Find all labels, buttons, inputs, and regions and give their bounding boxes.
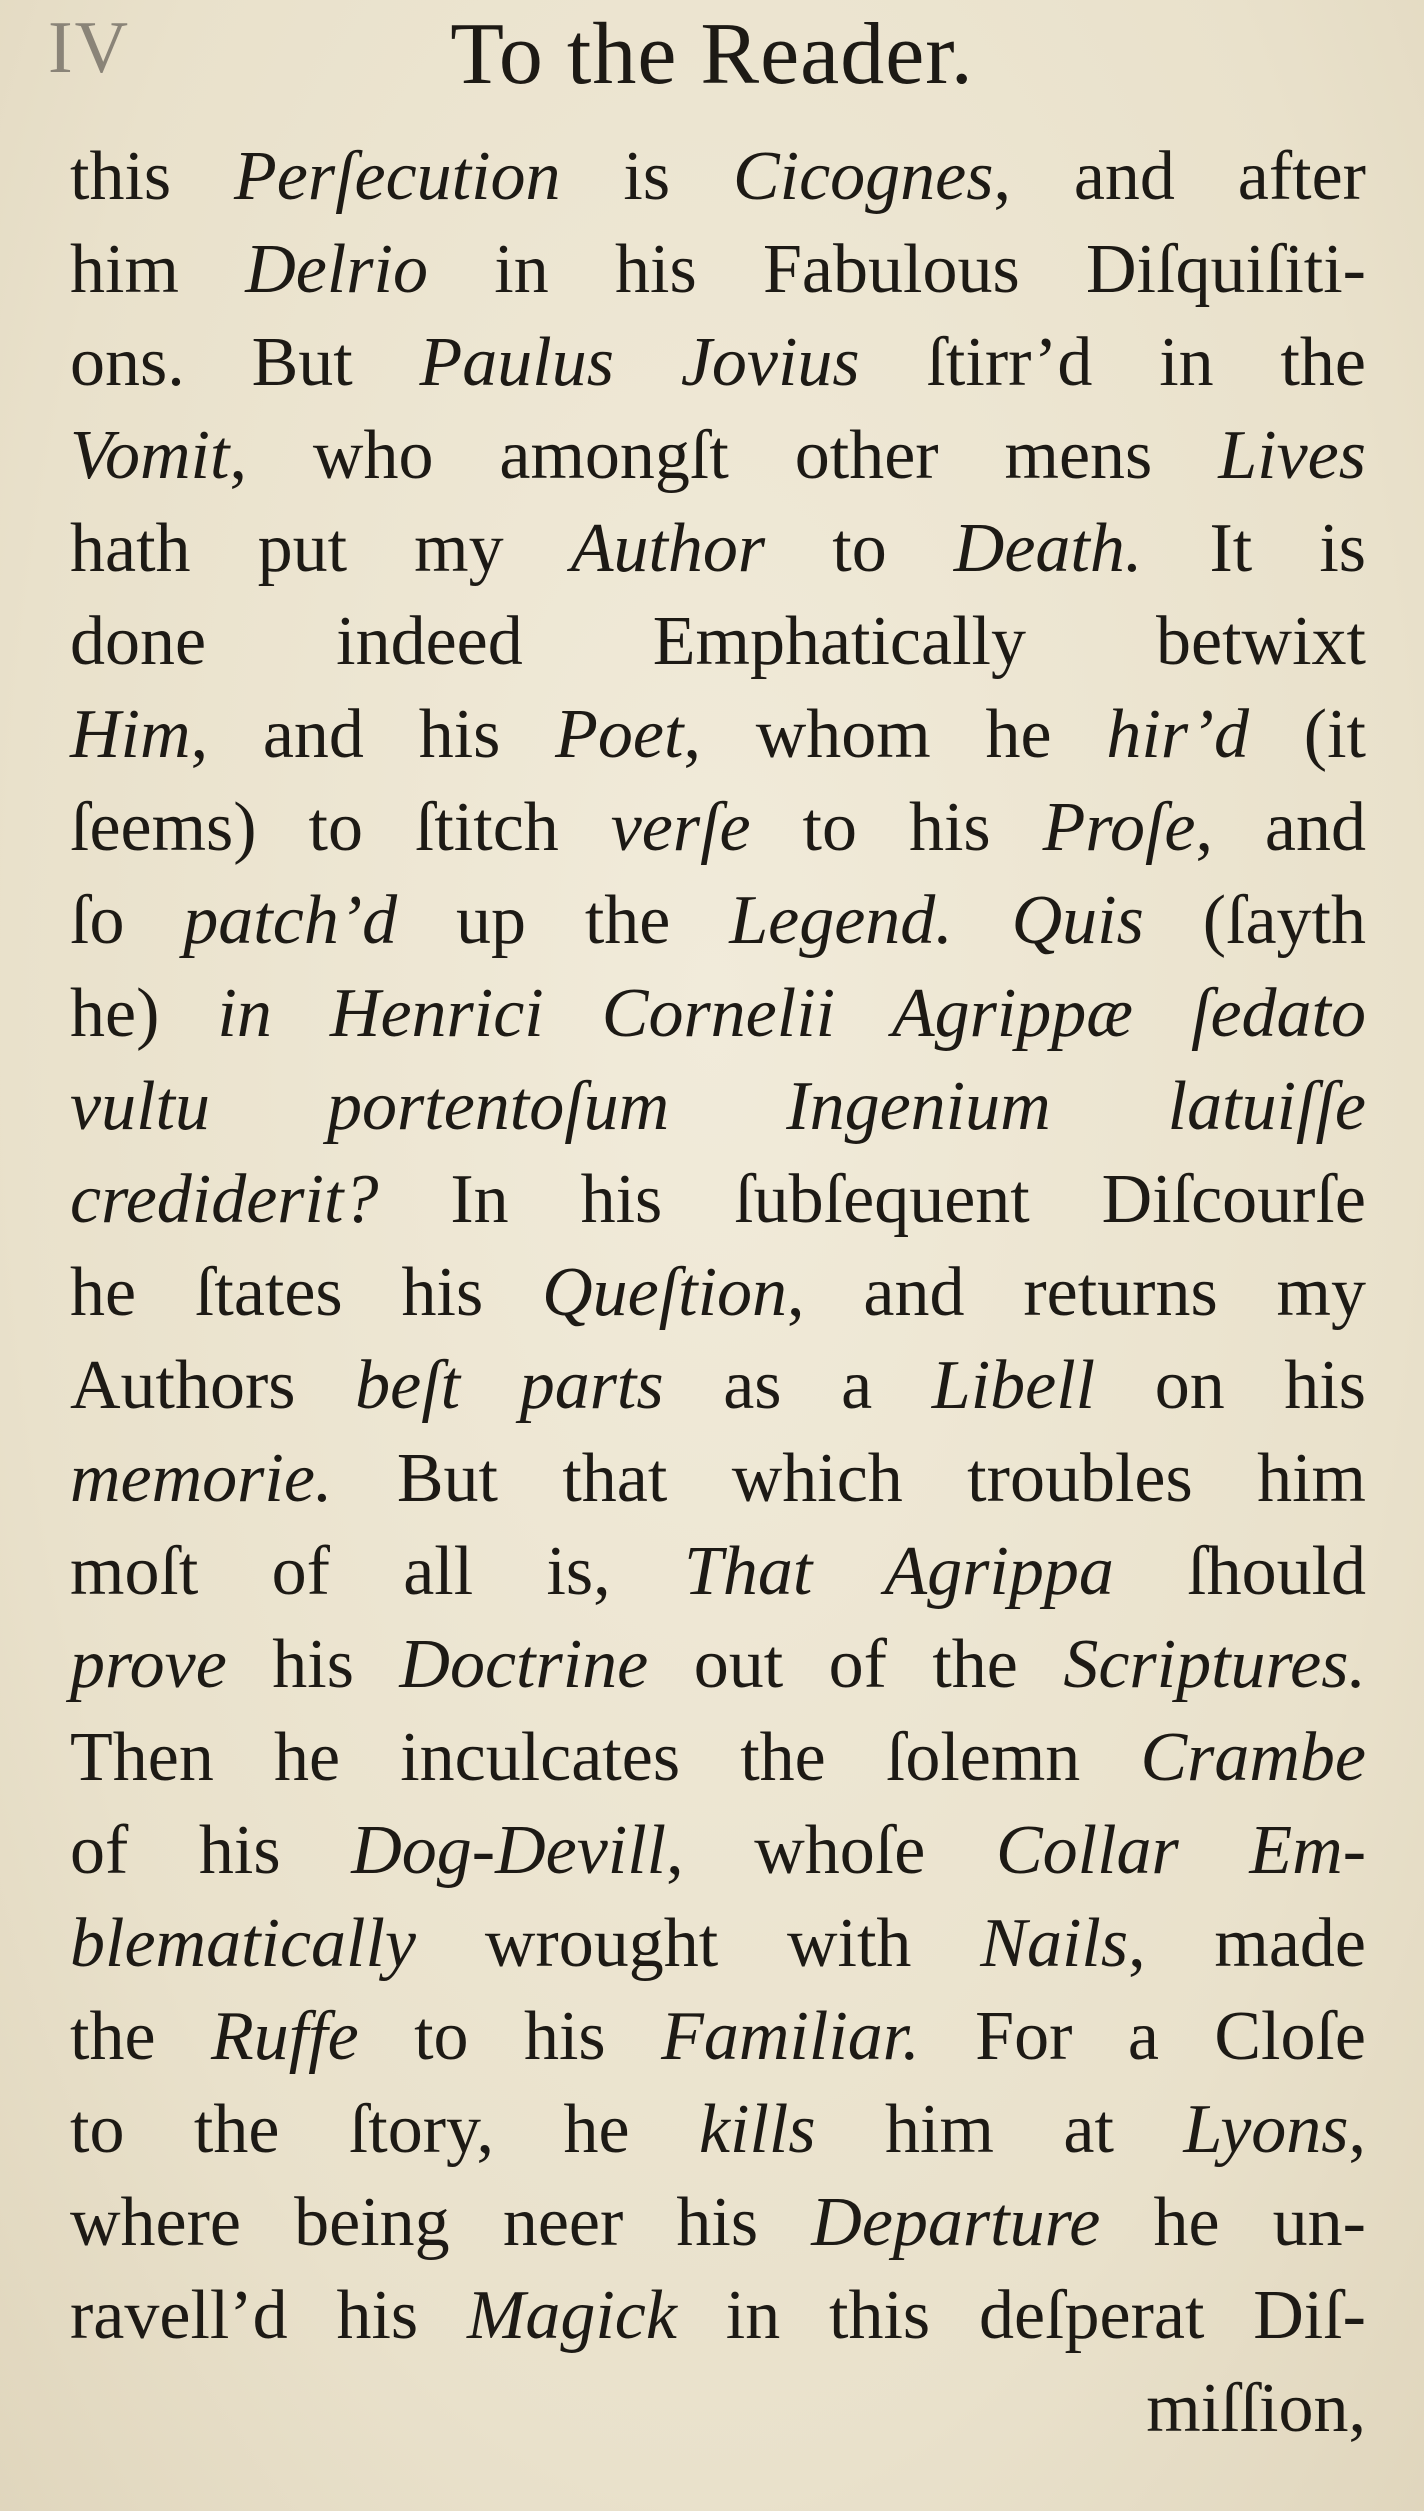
italic-run: Ruffe: [210, 1998, 359, 2075]
roman-run: he ſtates his: [70, 1254, 543, 1331]
text-line: [70, 223, 1366, 316]
roman-run: (it: [1248, 696, 1366, 773]
roman-run: the: [70, 1998, 211, 2075]
roman-run: , and returns my: [787, 1254, 1366, 1331]
roman-run: to his: [750, 789, 1043, 866]
italic-run: Crambe: [1140, 1719, 1366, 1796]
text-line: [70, 1711, 1366, 1804]
roman-run: ſhould: [1113, 1533, 1367, 1610]
text-line: [70, 1153, 1366, 1246]
roman-run: ſeems) to ſtitch: [70, 789, 611, 866]
italic-run: Departure: [811, 2184, 1101, 2261]
roman-run: on his: [1095, 1347, 1366, 1424]
roman-run: But that which troubles him: [332, 1440, 1366, 1517]
body-text: [70, 130, 1366, 2455]
italic-run: Collar Em-: [995, 1812, 1366, 1889]
roman-run: up the: [397, 882, 730, 959]
roman-run: ons. But: [70, 324, 420, 401]
italic-run: Lives: [1218, 417, 1366, 494]
text-line: [70, 967, 1366, 1060]
roman-run: Then he inculcates the ſolemn: [70, 1719, 1141, 1796]
text-line: [70, 1432, 1366, 1525]
italic-run: Doctrine: [399, 1626, 649, 1703]
running-head: To the Reader.: [450, 6, 974, 103]
roman-run: , who amongſt other mens: [229, 417, 1219, 494]
roman-run: In his ſubſequent Diſcourſe: [378, 1161, 1366, 1238]
italic-run: Vomit: [70, 417, 230, 494]
roman-run: of his: [70, 1812, 352, 1889]
italic-run: beſt parts: [355, 1347, 664, 1424]
roman-run: he): [70, 975, 218, 1052]
italic-run: in Henrici Cornelii Agrippæ ſedato: [217, 975, 1366, 1052]
text-line: [70, 316, 1366, 409]
text-line: [70, 1246, 1366, 1339]
text-line: [70, 688, 1366, 781]
italic-run: crediderit?: [70, 1161, 379, 1238]
italic-run: Dog-Devill: [351, 1812, 667, 1889]
roman-run: he un-: [1100, 2184, 1366, 2261]
italic-run: Death.: [953, 510, 1143, 587]
italic-run: kills: [698, 2091, 816, 2168]
roman-run: , and: [1195, 789, 1367, 866]
italic-run: Nails: [980, 1905, 1129, 1982]
roman-run: in his Fabulous Diſquiſiti-: [427, 231, 1366, 308]
italic-run: Scriptures.: [1063, 1626, 1366, 1703]
text-line: [70, 1990, 1366, 2083]
roman-run: , and his: [190, 696, 556, 773]
roman-run: moſt of all is,: [70, 1533, 684, 1610]
text-line: [70, 1525, 1366, 1618]
text-line: [70, 2269, 1366, 2362]
roman-run: (ſayth: [1143, 882, 1366, 959]
roman-run: ravell’d his: [70, 2277, 468, 2354]
roman-run: ,: [1348, 2091, 1366, 2168]
folio-number: IV: [48, 7, 131, 89]
italic-run: prove: [70, 1626, 227, 1703]
roman-run: , made: [1128, 1905, 1366, 1982]
roman-run: where being neer his: [70, 2184, 812, 2261]
italic-run: Cicognes: [732, 138, 994, 215]
text-line: [70, 130, 1366, 223]
text-line: [70, 1060, 1366, 1153]
roman-run: him: [70, 231, 246, 308]
roman-run: It is: [1142, 510, 1367, 587]
italic-run: blematically: [70, 1905, 417, 1982]
italic-run: Queſtion: [542, 1254, 788, 1331]
text-line: [70, 502, 1366, 595]
roman-run: out of the: [648, 1626, 1064, 1703]
text-line: [70, 781, 1366, 874]
italic-run: verſe: [610, 789, 751, 866]
italic-run: Delrio: [245, 231, 428, 308]
italic-run: Author: [570, 510, 766, 587]
italic-run: Quis: [1011, 882, 1144, 959]
italic-run: Proſe: [1042, 789, 1196, 866]
text-line: [70, 2176, 1366, 2269]
text-line: [70, 1804, 1366, 1897]
italic-run: That Agrippa: [683, 1533, 1114, 1610]
italic-run: Lyons: [1183, 2091, 1349, 2168]
roman-run: hath put my: [70, 510, 571, 587]
roman-run: ſo: [70, 882, 184, 959]
text-line: [70, 874, 1366, 967]
roman-run: , whoſe: [666, 1812, 996, 1889]
roman-run: , whom he: [683, 696, 1107, 773]
text-line: [70, 1618, 1366, 1711]
catchword: miſſion,: [1146, 2370, 1366, 2447]
italic-run: patch’d: [183, 882, 398, 959]
text-line: [70, 595, 1366, 688]
roman-run: to the ſtory, he: [70, 2091, 699, 2168]
text-line: [70, 1339, 1366, 1432]
italic-run: hir’d: [1106, 696, 1249, 773]
roman-run: is: [560, 138, 733, 215]
roman-run: in this deſperat Diſ-: [676, 2277, 1366, 2354]
roman-run: done indeed Emphatically betwixt: [70, 603, 1366, 680]
roman-run: him at: [815, 2091, 1184, 2168]
italic-run: Familiar.: [661, 1998, 920, 2075]
text-line: [70, 2083, 1366, 2176]
italic-run: Legend.: [729, 882, 953, 959]
roman-run: wrought with: [416, 1905, 981, 1982]
roman-run: ſtirr’d in the: [859, 324, 1366, 401]
roman-run: as a: [663, 1347, 932, 1424]
roman-run: , and after: [993, 138, 1366, 215]
roman-run: For a Cloſe: [919, 1998, 1366, 2075]
italic-run: Poet: [555, 696, 684, 773]
text-line: [70, 1897, 1366, 1990]
italic-run: Magick: [467, 2277, 677, 2354]
roman-run: to: [765, 510, 954, 587]
italic-run: Libell: [931, 1347, 1096, 1424]
italic-run: Him: [70, 696, 191, 773]
text-line: [70, 409, 1366, 502]
italic-run: vultu portentoſum Ingenium latuiſſe: [70, 1068, 1366, 1145]
roman-run: this: [70, 138, 234, 215]
roman-run: Authors: [70, 1347, 356, 1424]
roman-run: to his: [358, 1998, 662, 2075]
italic-run: Paulus Jovius: [419, 324, 860, 401]
italic-run: Perſecution: [234, 138, 561, 215]
roman-run: [953, 882, 1012, 959]
roman-run: his: [226, 1626, 400, 1703]
italic-run: memorie.: [70, 1440, 333, 1517]
